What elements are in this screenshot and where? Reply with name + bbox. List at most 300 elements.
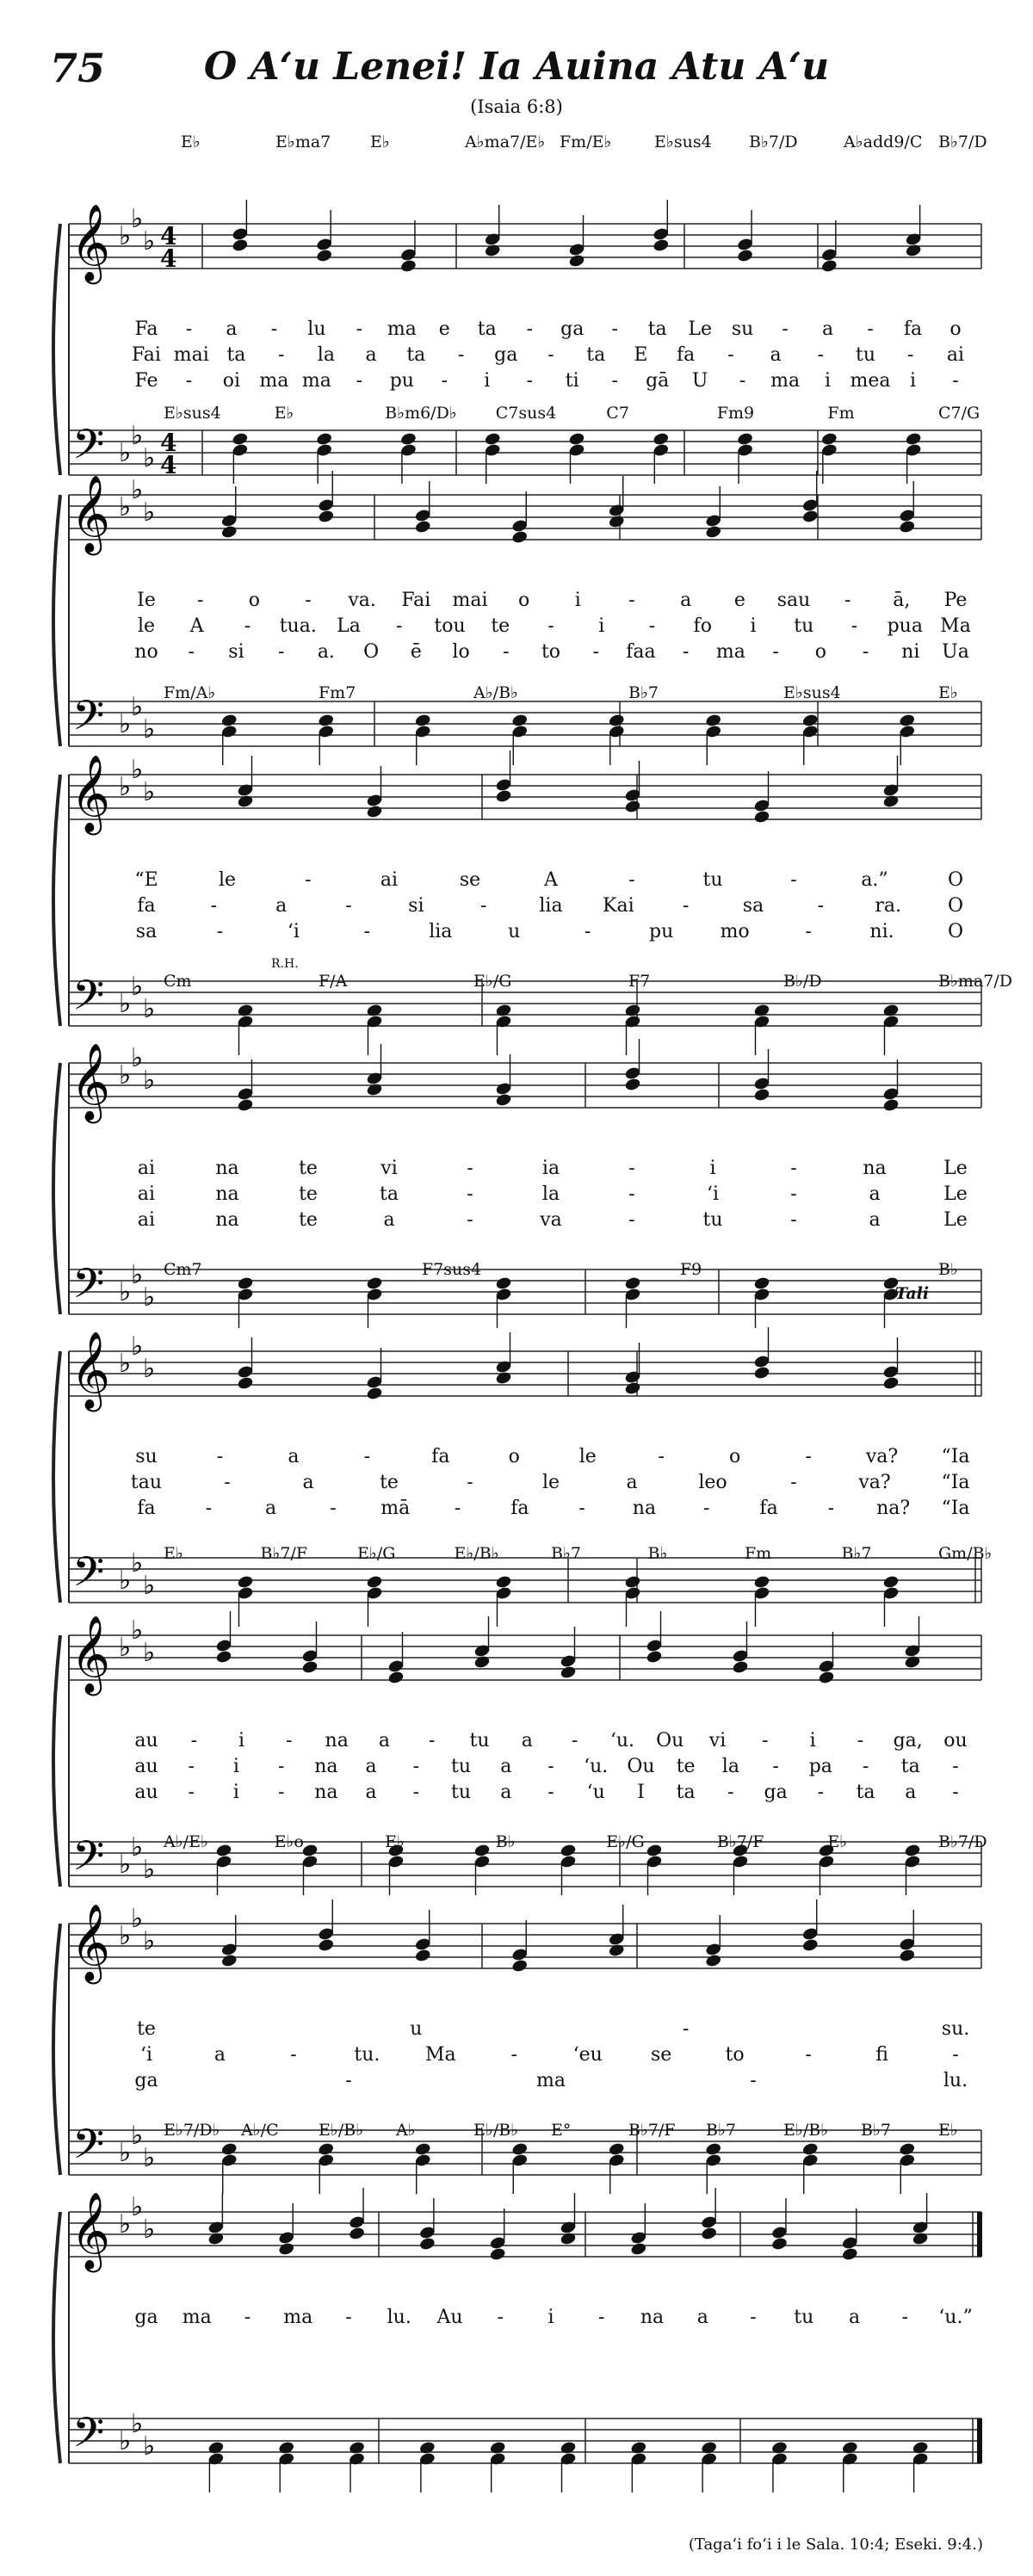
bass-chord-note (841, 2440, 858, 2493)
lyric-hyphen: - (598, 2307, 605, 2328)
treble-chord-note (220, 1915, 238, 1968)
treble-key-flat-icon: ♭ (119, 1060, 132, 1090)
treble-chord-note (473, 1616, 491, 1670)
lyric-hyphen: - (526, 370, 533, 392)
lyric-syllable: lia (539, 895, 563, 917)
lyric-syllable: ai (137, 1209, 156, 1231)
lyric-hyphen: - (648, 615, 656, 637)
bass-key-flat-icon: ♭ (131, 1548, 144, 1578)
treble-chord-note (608, 1905, 625, 1958)
bass-key-flat-icon: ♭ (131, 2121, 144, 2151)
lyric-syllable: u (410, 2018, 423, 2040)
lyric-syllable: le (578, 1446, 597, 1467)
lyric-hyphen: - (330, 1498, 337, 1519)
lyric-hyphen: - (907, 344, 914, 366)
treble-chord-note (653, 200, 670, 253)
lyric-hyphen: - (952, 370, 959, 392)
lyric-syllable: ‘i (287, 921, 300, 942)
lyric-syllable: Au (436, 2307, 463, 2328)
chord-symbol: E♭/G (606, 1832, 645, 1851)
lyric-syllable: Ou (656, 1730, 684, 1751)
treble-chord-note (495, 1054, 512, 1108)
lyric-syllable: Fai (132, 344, 161, 366)
treble-chord-note (608, 476, 625, 529)
treble-chord-note (882, 1059, 900, 1113)
lyric-hyphen: - (952, 1782, 959, 1803)
lyric-syllable: na (215, 1209, 239, 1231)
treble-chord-note (646, 1611, 663, 1665)
bass-chord-note (418, 2440, 436, 2493)
lyric-syllable: va (540, 1209, 562, 1231)
lyric-syllable: ma (770, 370, 801, 392)
chord-symbol: B♭7/F (628, 2121, 676, 2140)
treble-chord-note (495, 1332, 512, 1386)
lyric-syllable: Pe (943, 590, 968, 611)
lyric-hyphen: - (611, 370, 618, 392)
lyric-syllable: o (949, 318, 962, 340)
lyric-hyphen: - (510, 2044, 517, 2066)
lyric-verse-2 (52, 1756, 990, 1778)
lyric-syllable: tou (434, 615, 466, 637)
treble-chord-note (349, 2188, 366, 2241)
lyric-hyphen: - (682, 2018, 690, 2040)
bass-clef-icon: 𝄢 (72, 420, 105, 479)
lyric-syllable: su (135, 1446, 158, 1467)
treble-chord-note (818, 1632, 835, 1685)
treble-clef-icon: 𝄞 (71, 1904, 111, 1981)
treble-key-flat-icon: ♭ (131, 1331, 144, 1362)
treble-chord-note (820, 220, 838, 274)
bass-key-flat-icon: ♭ (119, 438, 132, 468)
treble-key-flat-icon: ♭ (119, 772, 132, 802)
lyric-verse-1 (52, 2307, 990, 2329)
lyric-hyphen: - (592, 641, 599, 663)
chord-symbol: E♭/B♭ (473, 2121, 519, 2140)
treble-key-flat-icon: ♭ (143, 1354, 156, 1384)
lyric-hyphen: - (188, 1782, 195, 1803)
lyric-syllable: a (848, 2307, 861, 2328)
lyric-syllable: U (691, 370, 708, 392)
lyric-syllable: a (265, 1498, 277, 1519)
lyric-hyphen: - (467, 1472, 473, 1493)
lyric-syllable: la (317, 344, 335, 366)
lyric-syllable: se (459, 869, 481, 891)
lyric-syllable: a (770, 344, 782, 366)
chord-symbols (52, 968, 1012, 994)
lyric-syllable: te (491, 615, 510, 637)
lyric-hyphen: - (277, 1782, 285, 1803)
lyric-syllable: ē (410, 641, 422, 663)
lyric-syllable: ni (901, 641, 920, 663)
treble-key-flat-icon: ♭ (143, 226, 156, 256)
lyric-syllable: O (363, 641, 380, 663)
lyric-verse-2 (52, 1183, 990, 1206)
chord-symbol: B♭7 (551, 1544, 582, 1563)
lyric-hyphen: - (547, 344, 554, 366)
lyric-syllable: a (869, 1209, 881, 1231)
lyric-syllable: lu (307, 318, 326, 340)
lyric-hyphen: - (244, 615, 251, 637)
lyric-hyphen: - (290, 2044, 297, 2066)
chord-symbols (52, 1829, 990, 1855)
treble-chord-note (418, 2198, 436, 2252)
chord-symbol: E♭sus4 (164, 404, 221, 423)
chord-symbol: E♭7/D♭ (164, 2121, 220, 2140)
lyric-verse-3 (52, 1782, 990, 1804)
bass-clef-icon: 𝄢 (72, 1259, 105, 1318)
treble-clef-icon: 𝄞 (71, 2192, 111, 2270)
lyric-syllable: tu (794, 615, 814, 637)
treble-chord-note (232, 200, 249, 253)
lyric-verse-1 (52, 2018, 990, 2041)
lyric-syllable: na (314, 1782, 338, 1803)
lyric-syllable: na (215, 1183, 239, 1205)
lyric-syllable: “Ia (941, 1472, 970, 1493)
chord-symbol: A♭/B♭ (473, 683, 519, 702)
lyric-syllable: sau (776, 590, 811, 611)
lyric-hyphen: - (216, 921, 224, 942)
lyric-syllable: tu (702, 869, 723, 891)
lyric-hyphen: - (658, 1446, 665, 1467)
lyric-hyphen: - (817, 344, 825, 366)
treble-staff (69, 1635, 981, 1680)
bass-chord-note (489, 2440, 506, 2493)
lyric-syllable: Ua (942, 641, 969, 663)
lyric-syllable: to (725, 2044, 745, 2066)
lyric-hyphen: - (628, 1209, 635, 1231)
treble-chord-note (220, 486, 238, 540)
treble-key-flat-icon: ♭ (143, 1926, 156, 1956)
treble-key-flat-icon: ♭ (131, 755, 144, 785)
bass-chord-note (630, 2440, 647, 2493)
lyric-hyphen: - (467, 1158, 473, 1179)
lyric-hyphen: - (454, 1498, 461, 1519)
chord-symbols (52, 2117, 990, 2143)
tali-marking: Tali (895, 1284, 930, 1303)
lyric-syllable: ai (137, 1183, 156, 1205)
lyric-hyphen: - (305, 590, 312, 611)
lyric-syllable: ta (856, 1782, 875, 1803)
chord-symbol: E♭ (274, 404, 294, 423)
chord-symbol: F9 (680, 1260, 702, 1279)
treble-chord-note (753, 1049, 770, 1103)
chord-symbol: E♭sus4 (654, 133, 712, 151)
lyric-syllable: sa (742, 895, 764, 917)
lyric-hyphen: - (345, 2070, 352, 2091)
treble-staff (69, 1063, 981, 1108)
lyric-syllable: e (733, 590, 745, 611)
lyric-syllable: la (721, 1756, 739, 1777)
lyric-verse-1 (52, 869, 990, 892)
chord-symbols (52, 400, 990, 426)
lyric-syllable: fa (137, 895, 156, 917)
lyric-hyphen: - (727, 344, 734, 366)
lyric-syllable: I (637, 1782, 645, 1803)
chord-symbol: C7sus4 (495, 404, 557, 423)
treble-chord-note (732, 1622, 749, 1675)
lyric-syllable: Le (943, 1158, 968, 1179)
lyric-syllable: a (365, 1782, 377, 1803)
bass-key-flat-icon: ♭ (119, 709, 132, 739)
bass-time-signature: 4 (160, 451, 177, 479)
chord-symbol: B♭7/D (938, 1832, 987, 1851)
lyric-syllable: ta (477, 318, 497, 340)
lyric-hyphen: - (396, 615, 403, 637)
treble-staff (69, 775, 981, 819)
lyric-hyphen: - (772, 641, 779, 663)
lyric-syllable: i (750, 615, 757, 637)
lyric-hyphen: - (270, 318, 278, 340)
lyric-syllable: mai (452, 590, 488, 611)
bass-clef-icon: 𝄢 (72, 2120, 105, 2178)
bass-key-flat-icon: ♭ (143, 2143, 156, 2173)
lyric-syllable: fa (510, 1498, 529, 1519)
treble-key-flat-icon: ♭ (119, 1349, 132, 1379)
chord-symbol: E♭ (385, 1832, 405, 1851)
treble-chord-note (484, 205, 501, 258)
lyric-hyphen: - (790, 1183, 797, 1205)
chord-symbols (52, 1257, 990, 1282)
chord-symbol: Fm/A♭ (164, 683, 216, 702)
treble-time-signature: 4 (160, 244, 177, 273)
lyric-syllable: a (275, 895, 288, 917)
lyric-syllable: ā, (893, 590, 911, 611)
lyric-syllable: su (731, 318, 754, 340)
lyric-hyphen: - (305, 869, 312, 891)
lyric-hyphen: - (457, 344, 465, 366)
chord-symbol: F7 (628, 972, 651, 991)
chord-symbol: Fm/E♭ (560, 133, 612, 151)
lyric-syllable: ra. (875, 895, 901, 917)
music-system (52, 2117, 990, 2479)
lyric-syllable: Le (943, 1183, 968, 1205)
lyric-hyphen: - (901, 2307, 908, 2328)
lyric-syllable: Fa (134, 318, 158, 340)
treble-chord-note (207, 2193, 225, 2246)
chord-symbol: E♭/G (473, 972, 512, 991)
lyric-syllable: Ie (137, 590, 156, 611)
treble-chord-note (366, 1044, 383, 1097)
lyric-syllable: e (438, 318, 450, 340)
scripture-reference: (Isaia 6:8) (470, 96, 563, 117)
lyric-hyphen: - (479, 895, 487, 917)
lyric-syllable: vi (380, 1158, 398, 1179)
chord-symbol: B♭7/F (716, 1832, 764, 1851)
treble-key-flat-icon: ♭ (119, 221, 132, 251)
bass-key-flat-icon: ♭ (131, 972, 144, 1002)
lyric-syllable: E (634, 344, 648, 366)
lyric-syllable: a (905, 1782, 917, 1803)
treble-key-flat-icon: ♭ (131, 1043, 144, 1073)
treble-key-flat-icon: ♭ (143, 777, 156, 807)
lyric-syllable: ma (259, 370, 289, 392)
lyric-syllable: ma (536, 2070, 566, 2091)
treble-chord-note (489, 2208, 506, 2262)
lyric-verse-3 (52, 1209, 990, 1232)
lyric-hyphen: - (628, 869, 635, 891)
chord-symbol: Fm (827, 404, 855, 423)
lyric-syllable: au (134, 1756, 158, 1777)
treble-staff (69, 224, 981, 269)
lyric-syllable: le (137, 615, 156, 637)
lyric-syllable: La (337, 615, 361, 637)
chord-symbol: Cm7 (164, 1260, 202, 1279)
treble-chord-note (701, 2188, 718, 2241)
treble-chord-note (316, 210, 333, 263)
lyric-syllable: la (541, 1183, 560, 1205)
lyric-syllable: ‘i (706, 1183, 720, 1205)
lyric-syllable: ai (946, 344, 965, 366)
lyric-syllable: su. (941, 2018, 970, 2040)
lyric-syllable: a (226, 318, 238, 340)
lyric-syllable: ga (764, 1782, 788, 1803)
treble-chord-note (630, 2203, 647, 2257)
treble-key-flat-icon: ♭ (119, 1633, 132, 1663)
treble-chord-note (237, 756, 254, 809)
right-hand-marking: R.H. (271, 957, 299, 971)
lyric-syllable: a (378, 1730, 391, 1751)
lyric-syllable: pu (649, 921, 674, 942)
lyric-syllable: te (676, 1756, 696, 1777)
lyric-hyphen: - (862, 641, 869, 663)
hymn-title: O A‘u Lenei! Ia Auina Atu A‘u (203, 45, 830, 89)
system-brace (53, 2212, 60, 2463)
lyric-verse-2 (52, 1472, 990, 1494)
lyric-verse-3 (52, 370, 990, 392)
bass-key-flat-icon: ♭ (119, 1277, 132, 1307)
chord-symbol: Fm (745, 1544, 772, 1563)
lyric-hyphen: - (185, 370, 193, 392)
treble-clef-icon: 𝄞 (71, 755, 111, 832)
lyric-hyphen: - (844, 590, 851, 611)
lyric-syllable: te (299, 1209, 318, 1231)
lyric-syllable: i (909, 370, 917, 392)
lyric-hyphen: - (817, 1782, 825, 1803)
lyric-syllable: mai (173, 344, 209, 366)
lyric-syllable: ti (565, 370, 579, 392)
lyric-hyphen: - (277, 1756, 285, 1777)
lyric-syllable: mā (380, 1498, 411, 1519)
chord-symbol: B♭7 (861, 2121, 892, 2140)
lyric-syllable: ta (900, 1756, 920, 1777)
lyric-hyphen: - (585, 921, 591, 942)
lyric-hyphen: - (851, 615, 858, 637)
lyric-syllable: “E (134, 869, 158, 891)
lyric-syllable: fa (137, 1498, 156, 1519)
chord-symbol: E♭/B♭ (783, 2121, 829, 2140)
bass-clef-icon: 𝄢 (72, 2408, 105, 2467)
lyric-syllable: vi (708, 1730, 727, 1751)
lyric-syllable: fo (693, 615, 712, 637)
chord-symbol: E♭ (938, 2121, 958, 2140)
lyric-syllable: tu (794, 2307, 814, 2328)
bass-chord-note (701, 2440, 718, 2493)
lyric-hyphen: - (429, 1730, 436, 1751)
chord-symbol: B♭ (647, 1544, 668, 1563)
lyric-syllable: te (137, 2018, 156, 2040)
lyric-hyphen: - (412, 1756, 420, 1777)
lyric-hyphen: - (628, 590, 635, 611)
lyric-syllable: ga (134, 2070, 158, 2091)
bass-key-flat-icon: ♭ (143, 1571, 156, 1601)
lyric-syllable: tu (451, 1782, 472, 1803)
lyric-syllable: ma (387, 318, 417, 340)
lyric-syllable: va. (348, 590, 376, 611)
lyric-syllable: no (134, 641, 158, 663)
lyric-syllable: Fe (134, 370, 158, 392)
lyric-hyphen: - (805, 1446, 812, 1467)
treble-chord-note (705, 1915, 722, 1968)
lyric-hyphen: - (727, 1782, 734, 1803)
hymn-number: 75 (50, 45, 106, 91)
lyric-syllable: pa (808, 1756, 832, 1777)
treble-chord-note (399, 220, 417, 274)
chord-symbol: E♭o (274, 1832, 304, 1851)
chord-symbol: A♭ma7/E♭ (465, 133, 546, 151)
lyric-hyphen: - (526, 318, 533, 340)
lyric-syllable: Kai (603, 895, 634, 917)
lyric-hyphen: - (547, 615, 554, 637)
lyric-syllable: ai (137, 1158, 156, 1179)
lyric-syllable: lo (452, 641, 470, 663)
treble-key-flat-icon: ♭ (143, 1066, 156, 1096)
lyric-syllable: ta (647, 318, 667, 340)
lyric-hyphen: - (952, 2044, 959, 2066)
lyric-syllable: tu (451, 1756, 472, 1777)
bass-chord-note (770, 2440, 788, 2493)
treble-clef-icon: 𝄞 (71, 1331, 111, 1409)
lyric-hyphen: - (441, 370, 448, 392)
lyric-syllable: a.” (861, 869, 888, 891)
treble-chord-note (560, 2193, 577, 2246)
treble-chord-note (912, 2193, 929, 2246)
lyric-syllable: tua. (279, 615, 317, 637)
lyric-hyphen: - (216, 1446, 224, 1467)
lyric-verse-1 (52, 1730, 990, 1752)
lyric-syllable: a (383, 1209, 395, 1231)
lyric-syllable: Ma (940, 615, 971, 637)
lyric-hyphen: - (628, 1183, 635, 1205)
lyric-syllable: o (518, 590, 530, 611)
lyric-hyphen: - (497, 2307, 504, 2328)
lyric-syllable: a (365, 344, 377, 366)
treble-chord-note (624, 761, 641, 814)
lyric-hyphen: - (790, 869, 797, 891)
chord-symbol: Fm7 (319, 683, 356, 702)
bass-key-flat-icon: ♭ (131, 692, 144, 722)
lyric-hyphen: - (356, 370, 363, 392)
bass-time-signature: 4 (160, 429, 177, 457)
lyric-syllable: ‘u. (609, 1730, 635, 1751)
lyric-syllable: to (541, 641, 561, 663)
chord-symbol: B♭7/D (938, 133, 987, 151)
lyric-syllable: i (598, 615, 605, 637)
treble-key-flat-icon: ♭ (131, 204, 144, 234)
lyric-hyphen: - (782, 318, 789, 340)
chord-symbol: B♭7 (706, 2121, 737, 2140)
lyric-hyphen: - (952, 1756, 959, 1777)
lyric-hyphen: - (827, 1498, 835, 1519)
lyric-syllable: i (709, 1158, 716, 1179)
lyric-syllable: leo (698, 1472, 727, 1493)
lyric-syllable: “Ia (941, 1498, 970, 1519)
bass-key-flat-icon: ♭ (119, 2426, 132, 2456)
lyric-syllable: ga (494, 344, 518, 366)
lyric-hyphen: - (244, 2307, 251, 2328)
lyric-syllable: a (822, 318, 834, 340)
treble-chord-note (904, 1616, 921, 1670)
chord-symbol: Fm9 (716, 404, 755, 423)
